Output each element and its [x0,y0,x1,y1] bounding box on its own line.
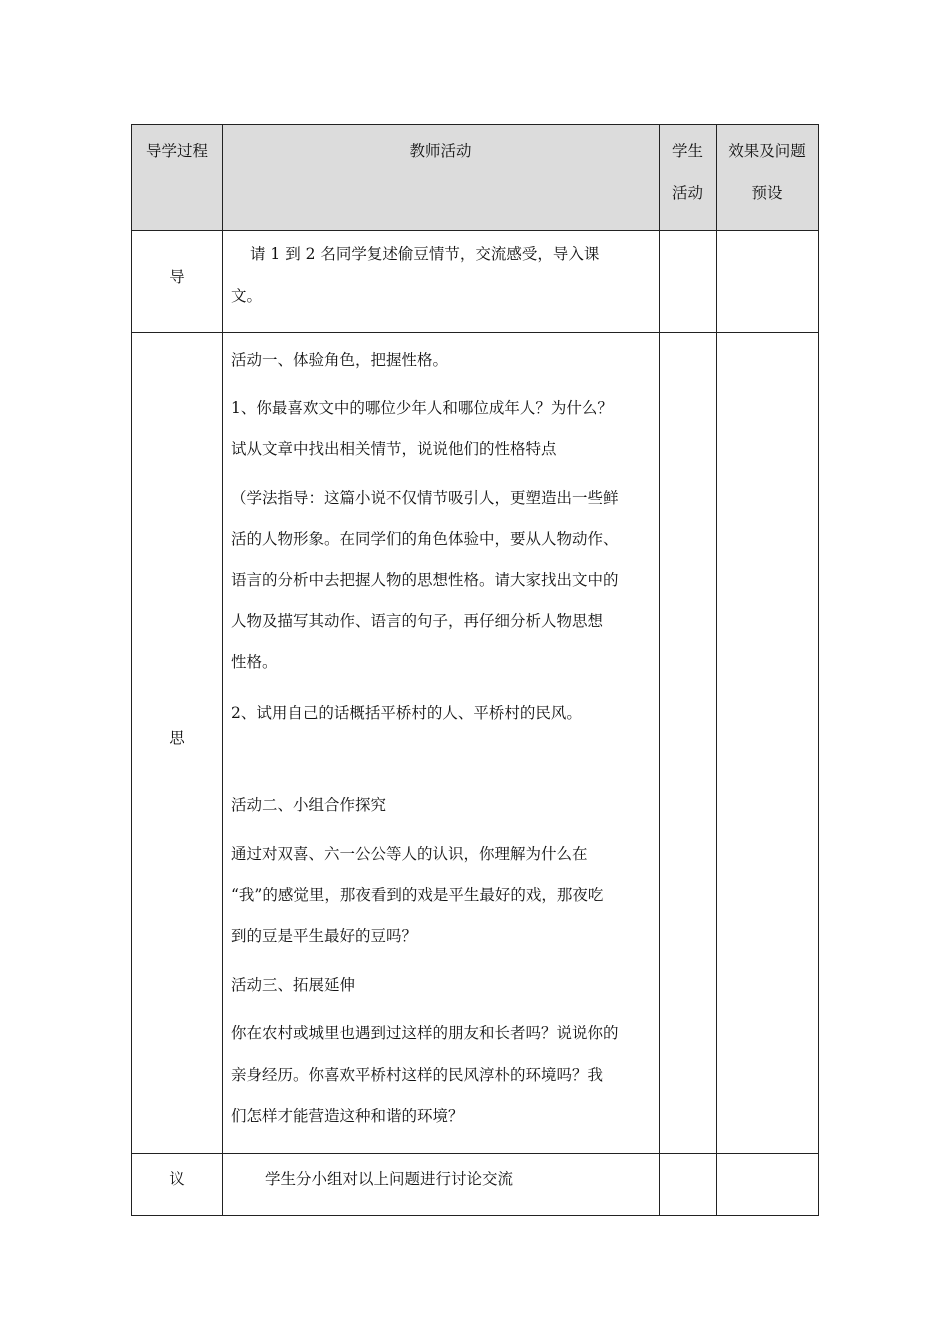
row-divider [132,332,818,333]
si-text-line: 通过对双喜、六一公公等人的认识，你理解为什么在 [231,845,588,863]
lesson-table [131,124,819,1216]
si-text-line: 人物及描写其动作、语言的句子，再仔细分析人物思想 [231,612,604,630]
dao-text-line: 请 1 到 2 名同学复述偷豆情节，交流感受，导入课 [250,245,600,263]
header-process: 导学过程 [145,142,208,160]
stage-si: 思 [169,729,185,747]
si-text-line: 活动一、体验角色，把握性格。 [231,351,449,369]
si-text-line: （学法指导：这篇小说不仅情节吸引人，更塑造出一些鲜 [231,489,619,507]
si-text-line: 到的豆是平生最好的豆吗？ [231,927,418,945]
si-text-line: 1、你最喜欢文中的哪位少年人和哪位成年人？为什么？ [231,399,613,417]
stage-yi: 议 [169,1170,185,1188]
si-text-line: 们怎样才能营造这种和谐的环境？ [231,1107,464,1125]
si-text-line: 2、试用自己的话概括平桥村的人、平桥村的民风。 [231,704,582,722]
stage-dao: 导 [169,268,185,286]
header-teacher-activity: 教师活动 [409,142,472,160]
si-text-line: 活动三、拓展延伸 [231,976,356,994]
column-divider [659,125,660,1215]
si-text-line: 试从文章中找出相关情节，说说他们的性格特点 [231,440,557,458]
si-text-line: 活的人物形象。在同学们的角色体验中，要从人物动作、 [231,530,619,548]
column-divider [222,125,223,1215]
header-student-activity-line2: 活动 [671,184,703,202]
header-effect-line1: 效果及问题 [728,142,806,160]
header-effect-line2: 预设 [751,184,783,202]
dao-text-line: 文。 [231,287,263,305]
row-divider [132,1153,818,1154]
header-student-activity-line1: 学生 [671,142,703,160]
si-text-line: 亲身经历。你喜欢平桥村这样的民风淳朴的环境吗？我 [231,1066,604,1084]
si-text-line: 性格。 [231,653,278,671]
si-text-line: 你在农村或城里也遇到过这样的朋友和长者吗？说说你的 [231,1024,619,1042]
column-divider [716,125,717,1215]
yi-text-line: 学生分小组对以上问题进行讨论交流 [265,1170,514,1188]
si-text-line: “我”的感觉里，那夜看到的戏是平生最好的戏，那夜吃 [231,886,604,904]
si-text-line: 活动二、小组合作探究 [231,796,387,814]
si-text-line: 语言的分析中去把握人物的思想性格。请大家找出文中的 [231,571,619,589]
